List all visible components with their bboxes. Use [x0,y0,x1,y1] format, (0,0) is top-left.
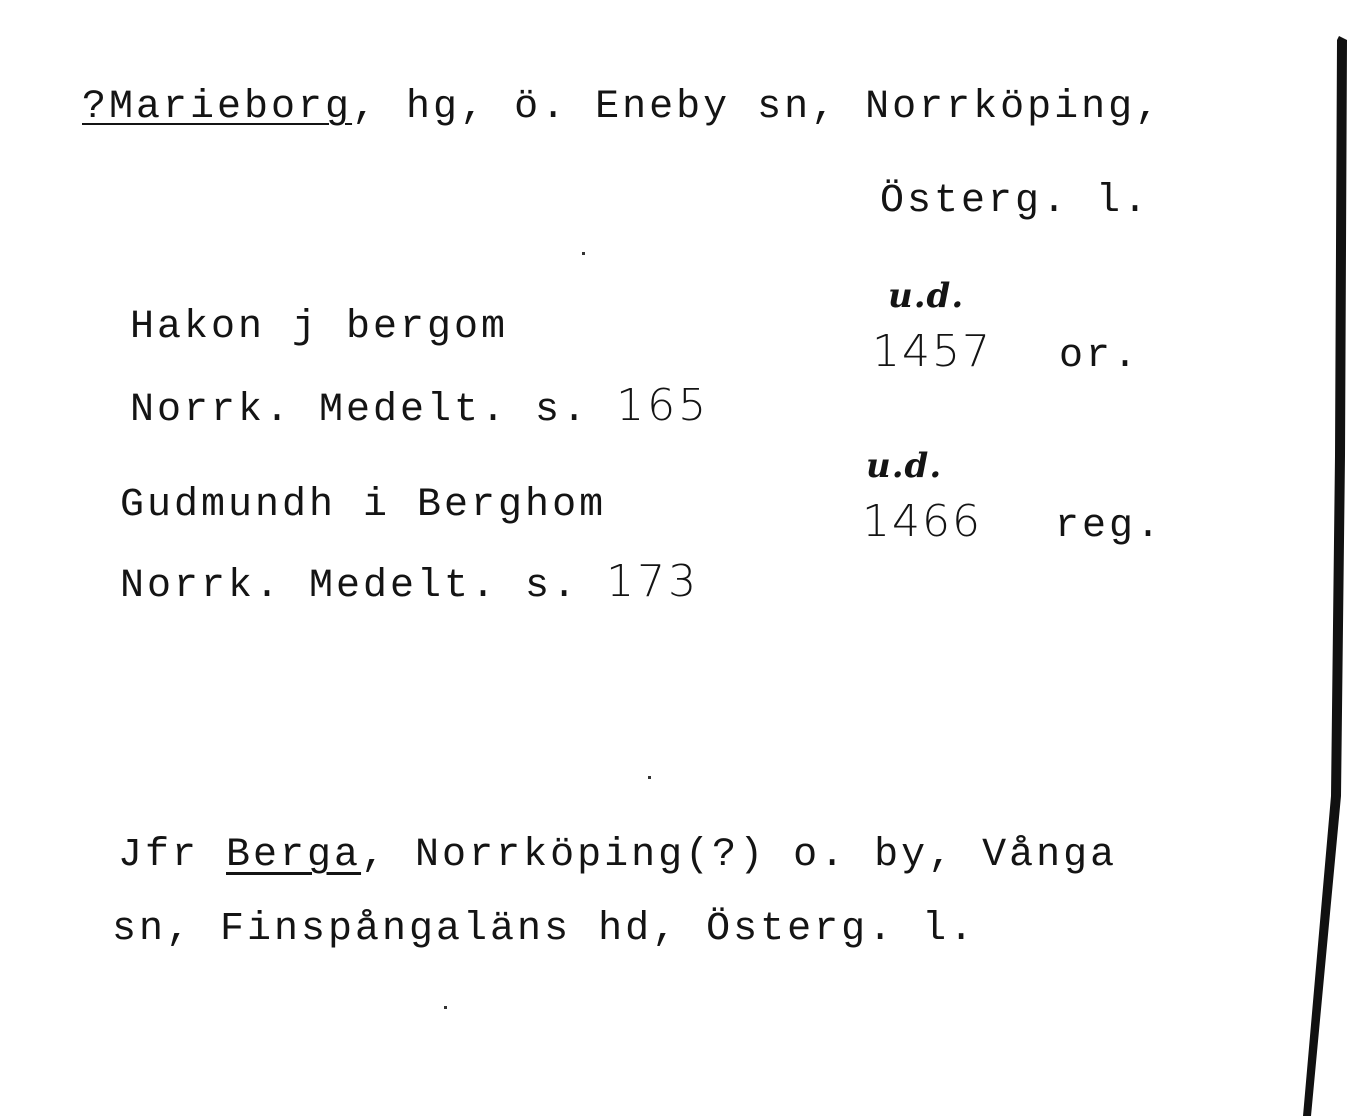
entry-name: Gudmundh i Berghom [120,483,607,528]
card-right-edge [1301,36,1349,1116]
reference-rest: , Norrköping(?) o. by, Vånga [361,833,1118,878]
entry-type: reg. [1055,504,1164,549]
entry-source [120,558,699,611]
source-label: Norrk. Medelt. s. [120,564,580,609]
reference-prefix: Jfr [118,833,227,878]
speck [444,1006,447,1009]
speck [582,252,585,255]
entry-date [872,328,1140,381]
source-page: 173 [606,556,700,607]
entry-year: 1466 [862,496,982,547]
entry-name: Hakon j bergom [130,305,509,350]
entry-date [862,498,1163,551]
header-line [82,84,1162,132]
entry-year: 1457 [872,326,992,377]
entry-source [130,382,709,435]
source-label: Norrk. Medelt. s. [130,388,590,433]
region-line: Österg. l. [880,179,1151,224]
date-note: u.d. [866,446,943,486]
reference-place: Berga [226,833,362,878]
place-title: ?Marieborg [82,85,353,130]
place-details: , hg, ö. Eneby sn, Norrköping, [352,85,1163,130]
entry-type: or. [1059,334,1141,379]
date-note: u.d. [888,276,965,316]
reference-line-2: sn, Finspångaläns hd, Österg. l. [112,907,977,952]
reference-line-1 [118,832,1117,880]
speck [648,776,651,779]
source-page: 165 [616,380,710,431]
